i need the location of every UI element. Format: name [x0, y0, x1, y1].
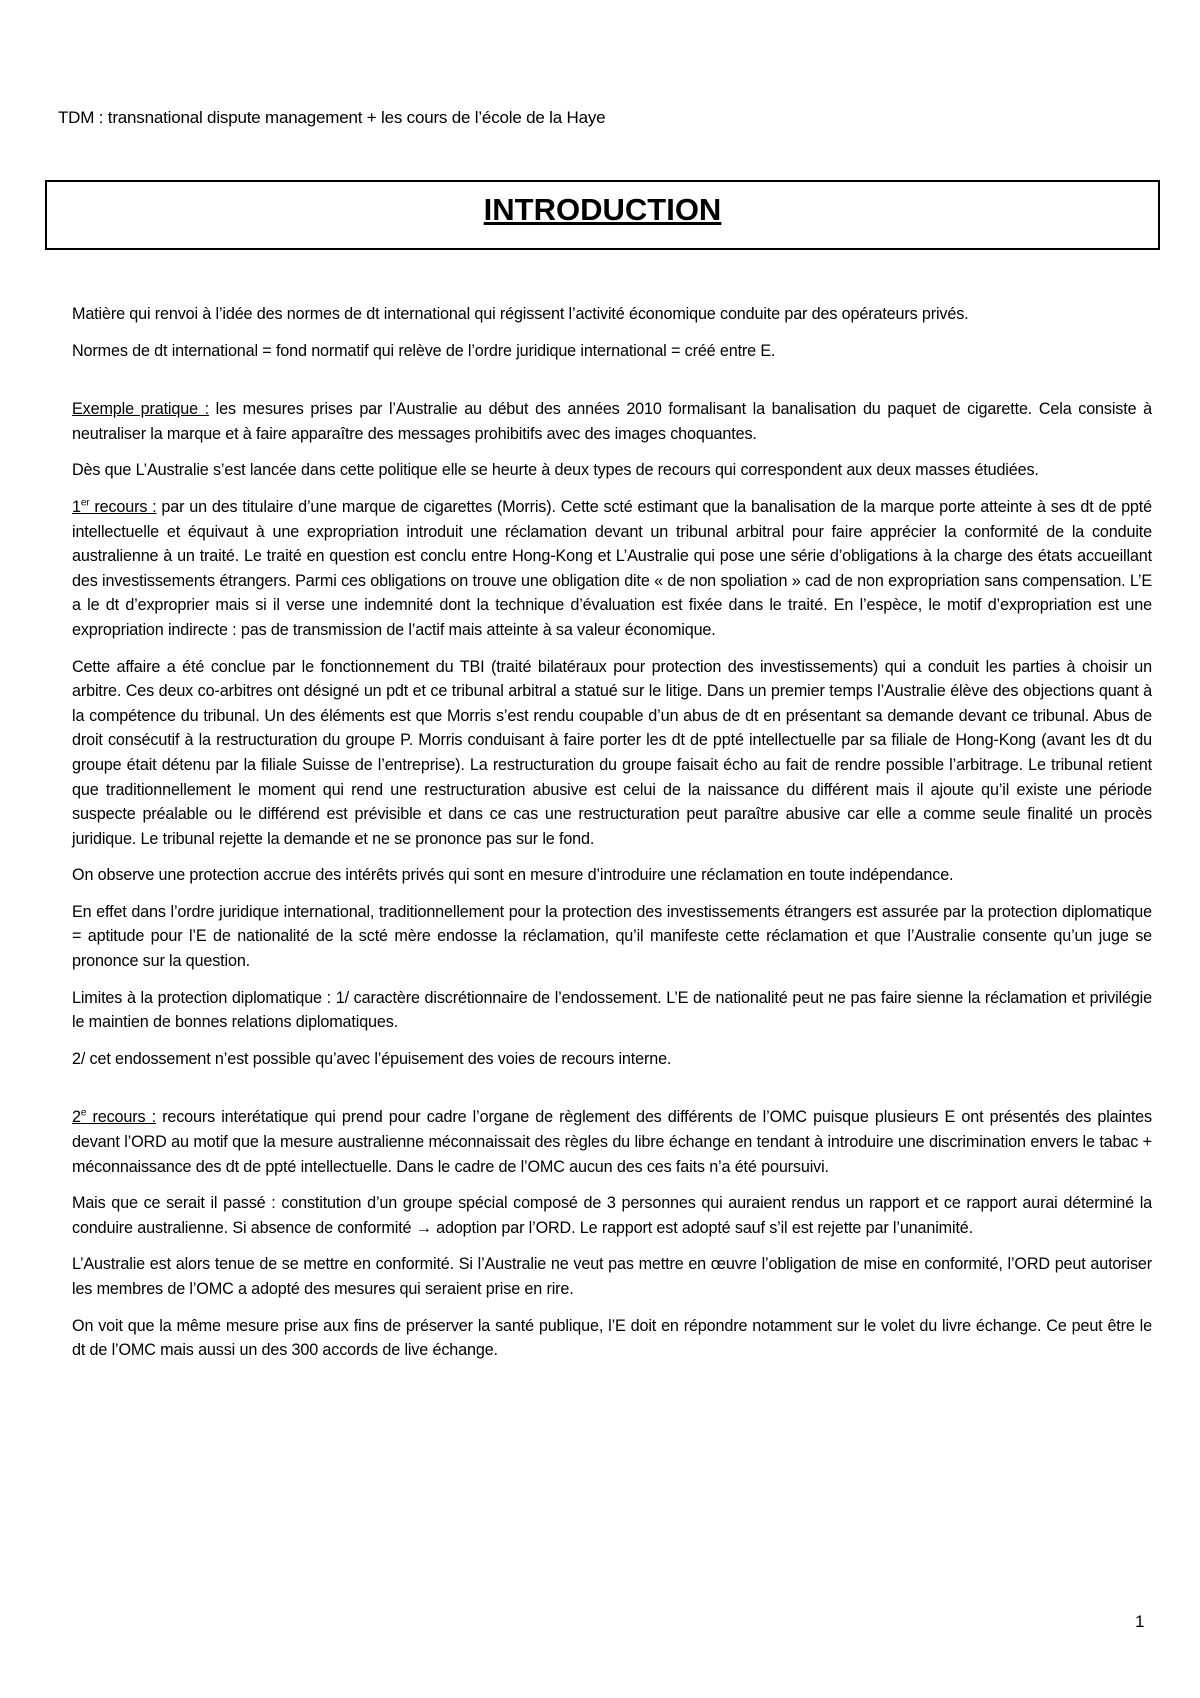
second-recourse-label: 2e recours :	[72, 1108, 156, 1127]
paragraph-7: On observe une protection accrue des intérêts privés qui sont en mesure d’introduire une réclamation en toute indépendance.	[72, 866, 954, 885]
page-title: INTRODUCTION	[483, 192, 722, 227]
first-recourse-label: 1er recours :	[72, 497, 157, 516]
example-label: Exemple pratique :	[72, 400, 209, 419]
paragraph-4: Dès que L’Australie s’est lancée dans cette politique elle se heurte à deux types de recours qui correspondent aux deux masses étudiées.	[72, 461, 1039, 480]
paragraph-12: Mais que ce serait il passé : constitution d’un groupe spécial composé de 3 personnes qui auraient rendus un rapport et ce rapport aurai déterminé la conduire australienne. Si absence de conformité → adoption par l’ORD. Le rapport est adopté sauf s’il est rejette par l’unanimité.	[72, 1194, 1152, 1237]
second-recourse-text: recours interétatique qui prend pour cadre l’organe de règlement des différents de l’OMC puisque plusieurs E ont présentés des plaintes devant l’ORD au motif que la mesure australienne méconnaissait des règles du libre échange en tendant à introduire une discrimination envers le tabac + méconnaissance des dt de ppté intellectuelle. Dans le cadre de l’OMC aucun des ces faits n’a été poursuivi.	[72, 1108, 1152, 1176]
paragraph-13: L’Australie est alors tenue de se mettre en conformité. Si l’Australie ne veut pas mettre en œuvre l’obligation de mise en conformité, l’ORD peut autoriser les membres de l’OMC a adopté des mesures qui seraient prise en rire.	[72, 1255, 1152, 1298]
first-recourse-text: par un des titulaire d’une marque de cigarettes (Morris). Cette scté estimant que la banalisation de la marque porte atteinte à ses dt de ppté intellectuelle et équivaut à une expropriation introduit une réclamation devant un tribunal arbitral pour faire apprécier la conformité de la conduite australienne à un traité. Le traité en question est conclu entre Hong-Kong et L’Australie qui pose une série d’obligations à la charge des états accueillant des investissements étrangers. Parmi ces obligations on trouve une obligation dite « de non spoliation » cad de non expropriation sans compensation. L’E a le dt d’exproprier mais si il verse une indemnité dont la technique d’évaluation est fixée dans le traité. En l’espèce, le motif d’expropriation est une expropriation indirecte : pas de transmission de l’actif mais atteinte à sa valeur économique.	[72, 497, 1152, 639]
paragraph-10: 2/ cet endossement n’est possible qu’avec l’épuisement des voies de recours interne.	[72, 1049, 672, 1068]
paragraph-14: On voit que la même mesure prise aux fins de préserver la santé publique, l’E doit en répondre notamment sur le volet du livre échange. Ce peut être le dt de l’OMC mais aussi un des 300 accords de live échange.	[72, 1316, 1152, 1360]
page-number: 1	[1135, 1612, 1145, 1631]
paragraph-8: En effet dans l’ordre juridique international, traditionnellement pour la protection des investissements étrangers est assurée par la protection diplomatique = aptitude pour l’E de nationalité de la scté mère endosse la réclamation, qu’il manifeste cette réclamation et que l’Australie consente qu’un juge se prononce sur la question.	[72, 902, 1152, 971]
document-body	[72, 302, 1152, 1375]
paragraph-example	[72, 397, 1152, 446]
paragraph-9: Limites à la protection diplomatique : 1/ caractère discrétionnaire de l’endossement. L’E de nationalité peut ne pas faire sienne la réclamation et privilégie le maintien de bonnes relations diplomatiques.	[72, 988, 1152, 1032]
title-box	[45, 180, 1160, 250]
paragraph-second-recourse	[72, 1105, 1152, 1179]
paragraph-first-recourse	[72, 495, 1152, 643]
paragraph-1: Matière qui renvoi à l’idée des normes de dt international qui régissent l’activité économique conduite par des opérateurs privés.	[72, 305, 969, 323]
paragraph-2: Normes de dt international = fond normatif qui relève de l’ordre juridique international = créé entre E.	[72, 341, 776, 360]
document-header: TDM : transnational dispute management + les cours de l’école de la Haye	[58, 108, 606, 127]
paragraph-6: Cette affaire a été conclue par le fonctionnement du TBI (traité bilatéraux pour protection des investissements) qui a conduit les parties à choisir un arbitre. Ces deux co-arbitres ont désigné un pdt et ce tribunal arbitral a statué sur le litige. Dans un premier temps l’Australie élève des objections quant à la compétence du tribunal. Un des éléments est que Morris s’est rendu coupable d’un abus de dt en présentant sa demande devant ce tribunal. Abus de droit consécutif à la restructuration du groupe P. Morris conduisant à faire porter les dt de ppté intellectuelle par sa filiale de Hong-Kong (avant les dt du groupe était détenu par la filiale Suisse de l’entreprise). La restructuration du groupe faisait écho au fait de rendre possible l’arbitrage. Le tribunal retient que traditionnellement le moment qui rend une restructuration abusive est celui de la naissance du différent mais il ajoute qu’il existe une période suspecte préalable ou le différend est prévisible et dans ce cas une restructuration peut paraître abusive car elle a comme seule finalité un procès juridique. Le tribunal rejette la demande et ne se prononce pas sur le fond.	[72, 657, 1152, 848]
example-text: les mesures prises par l’Australie au début des années 2010 formalisant la banalisation du paquet de cigarette. Cela consiste à neutraliser la marque et à faire apparaître des messages prohibitifs avec des images choquantes.	[72, 400, 1152, 443]
